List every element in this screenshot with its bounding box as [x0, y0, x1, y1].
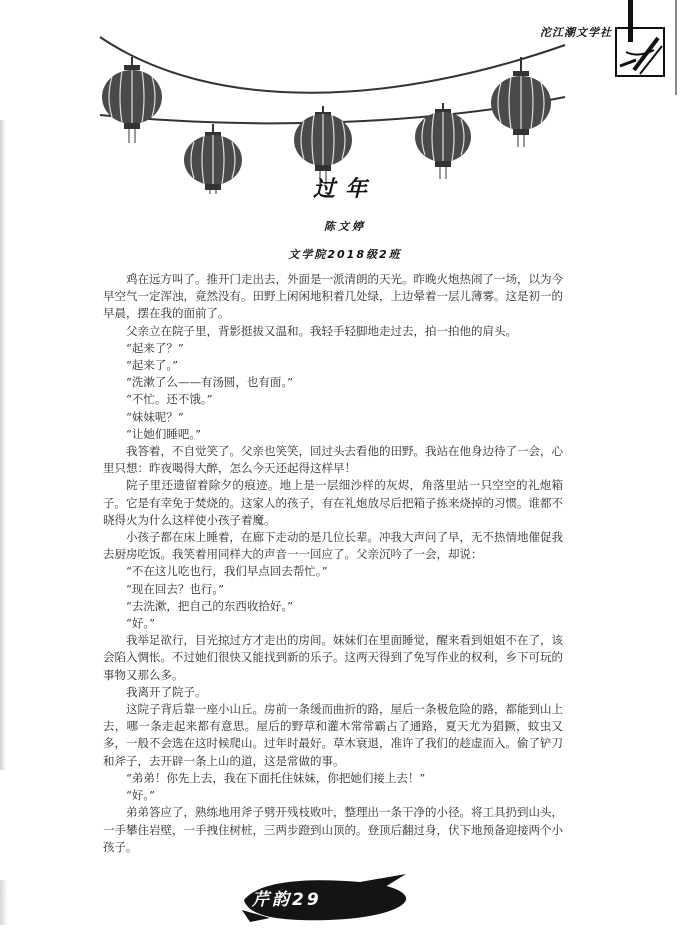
article-paragraph: “让她们睡吧。”	[126, 426, 202, 441]
article-paragraph: “起来了？”	[126, 340, 184, 355]
page-edge-shadow-bottom	[0, 880, 8, 925]
article-paragraph: “不在这儿吃也行，我们早点回去帮忙。”	[126, 564, 328, 579]
lantern-icon	[415, 103, 471, 179]
article-paragraph: “妹妹呢？”	[126, 409, 184, 424]
article-paragraph: 这院子背后靠一座小山丘。房前一条缓而曲折的路，屋后一条极危险的路，都能到山上去，哪一条走起来都有意思。屋后的野草和灌木常常霸占了通路，夏天尤为猖獗，蚊虫又多，一般不会选在这时候爬山。过年时最好。草木衰退，准许了我们的趁虚而入。偷了铲刀和斧子，去开辟一条上山的道，这是常做的事。	[103, 702, 563, 768]
article-paragraph: 我离开了院子。	[126, 684, 207, 699]
article-paragraph: 父亲立在院子里，背影挺拔又温和。我轻手轻脚地走过去，拍一拍他的肩头。	[126, 323, 517, 338]
article-paragraph: 我答着，不自觉笑了。父亲也笑笑，回过头去看他的田野。我站在他身边待了一会，心里只想：昨夜喝得大醉，怎么今天还起得这样早！	[103, 444, 563, 476]
hanging-lanterns-illustration	[95, 15, 575, 195]
article-paragraph: “洗漱了么——有汤圆，也有面。”	[126, 375, 294, 390]
article-paragraph: “起来了。”	[126, 358, 179, 373]
article-affiliation: 文学院2018级2班	[288, 248, 402, 261]
article-paragraph: 小孩子都在床上睡着，在廊下走动的是几位长辈。冲我大声问了早，无不热情地催促我去厨房吃饭。我笑着用同样大的声音一一回应了。父亲沉吟了一会，却说：	[103, 530, 563, 562]
article-paragraph: “好。”	[126, 616, 156, 631]
article-author: 陈文婷	[324, 220, 366, 233]
article-paragraph: “现在回去？也行。”	[126, 581, 225, 596]
article-paragraph: 弟弟答应了，熟练地用斧子劈开残枝败叶，整理出一条干净的小径。将工具扔到山头，一手攀住岩壁，一手拽住树桩，三两步蹬到山顶的。登顶后翻过身，伏下地预备迎接两个小孩子。	[103, 805, 563, 854]
journal-name: 沱江潮文学社	[540, 26, 612, 39]
page-number-label: 芹韵29	[252, 890, 322, 910]
article-paragraph: “不忙。还不饿。”	[126, 392, 213, 407]
article-title: 过年	[312, 176, 377, 202]
article-paragraph: “弟弟！你先上去，我在下面托住妹妹，你把她们接上去！”	[126, 770, 426, 785]
article-paragraph: 院子里还遗留着除夕的痕迹。地上是一层细沙样的灰烬，角落里站一只空空的礼炮箱子。它是有幸免于焚烧的。这家人的孩子，有在礼炮放尽后把箱子拣来烧掉的习惯。谁都不晓得火为什么这样使小孩子着魔。	[103, 478, 563, 527]
article-body	[103, 271, 563, 856]
ink-brush-corner-art	[596, 0, 690, 95]
article-paragraph: 鸡在远方叫了。推开门走出去，外面是一派清朗的天光。昨晚火炮热闹了一场，以为今早空气一定浑浊，竟然没有。田野上闲闲地积着几处绿，上边晕着一层儿薄雾。这是初一的早晨，摆在我的面前了。	[103, 272, 563, 321]
article-paragraph: “好。”	[126, 788, 156, 803]
article-paragraph: 我举足欲行，目光掠过方才走出的房间。妹妹们在里面睡觉，醒来看到姐姐不在了，该会陷入惆怅。不过她们很快又能找到新的乐子。这两天得到了免写作业的权利，乡下可玩的事物又那么多。	[103, 633, 563, 682]
lantern-icon	[491, 57, 551, 147]
article-paragraph: “去洗漱，把自己的东西收拾好。”	[126, 598, 294, 613]
lantern-icon	[102, 57, 162, 143]
